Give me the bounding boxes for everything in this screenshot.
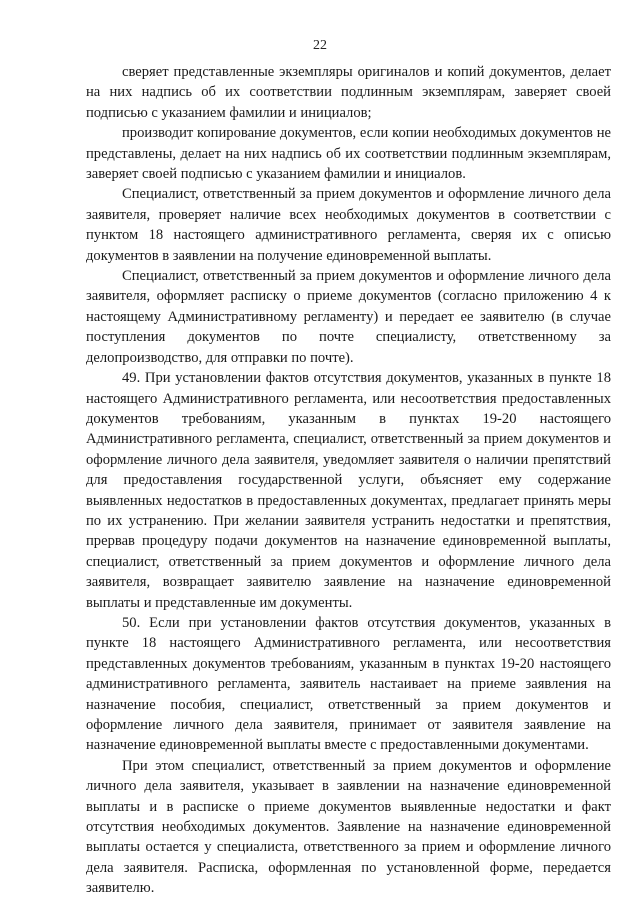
page-number: 22 xyxy=(313,38,327,53)
paragraph-item-50: 50. Если при установлении фактов отсутствия документов, указанных в пункте 18 настоящего Административного регламента, или несоответствия представленных документов требованиям, указанным в пунктах 19-20 настоящего административного регламента, заявитель настаивает на приеме заявления на назначение пособия, специалист, ответственный за прием документов и оформление личного дела заявителя, принимает от заявителя заявление на назначение единовременной выплаты вместе с предоставленными документами. xyxy=(86,614,611,754)
document-body xyxy=(86,62,611,899)
paragraph-item-49: 49. При установлении фактов отсутствия документов, указанных в пункте 18 настоящего Административного регламента, или несоответствия предоставленных документов требованиям, указанным в пунктах 19-20 настоящего Административного регламента, специалист, ответственный за прием документов и оформление личного дела заявителя, уведомляет заявителя о наличии препятствий для предоставления государственной услуги, объясняет ему содержание выявленных недостатков в предоставленных документах, предлагает принять меры по их устранению. При желании заявителя устранить недостатки и препятствия, прервав процедуру подачи документов на назначение единовременной выплаты, специалист, ответственный за прием документов и оформление личного дела заявителя, возвращает заявителю заявление на назначение единовременной выплаты и представленные им документы. xyxy=(86,370,611,611)
paragraph-verify-copies: сверяет представленные экземпляры оригиналов и копий документов, делает на них надпись об их соответствии подлинным экземплярам, заверяет своей подписью с указанием фамилии и инициалов; xyxy=(86,64,611,121)
paragraph-make-copies: производит копирование документов, если копии необходимых документов не представлены, делает на них надпись об их соответствии подлинным экземплярам, заверяет своей подписью с указанием фамилии и инициалов. xyxy=(86,125,611,183)
paragraph-issue-receipt: Специалист, ответственный за прием документов и оформление личного дела заявителя, оформляет расписку о приеме документов (согласно приложению 4 к настоящему Административному регламенту) и передает ее заявителю (в случае поступления документов по почте специалисту, ответственному за делопроизводство, для отправки по почте). xyxy=(86,268,611,366)
paragraph-final: При этом специалист, ответственный за прием документов и оформление личного дела заявителя, указывает в заявлении на назначение единовременной выплаты и в расписке о приеме документов выявленные недостатки и факт отсутствия необходимых документов. Заявление на назначение единовременной выплаты остается у специалиста, ответственного за прием и оформление личного дела заявителя. Расписка, оформленная по установленной форме, передается заявителю. xyxy=(86,757,611,897)
paragraph-check-documents: Специалист, ответственный за прием документов и оформление личного дела заявителя, проверяет наличие всех необходимых документов в соответствии с пунктом 18 настоящего административного регламента, сверяя их с описью документов в заявлении на получение единовременной выплаты. xyxy=(86,186,611,264)
